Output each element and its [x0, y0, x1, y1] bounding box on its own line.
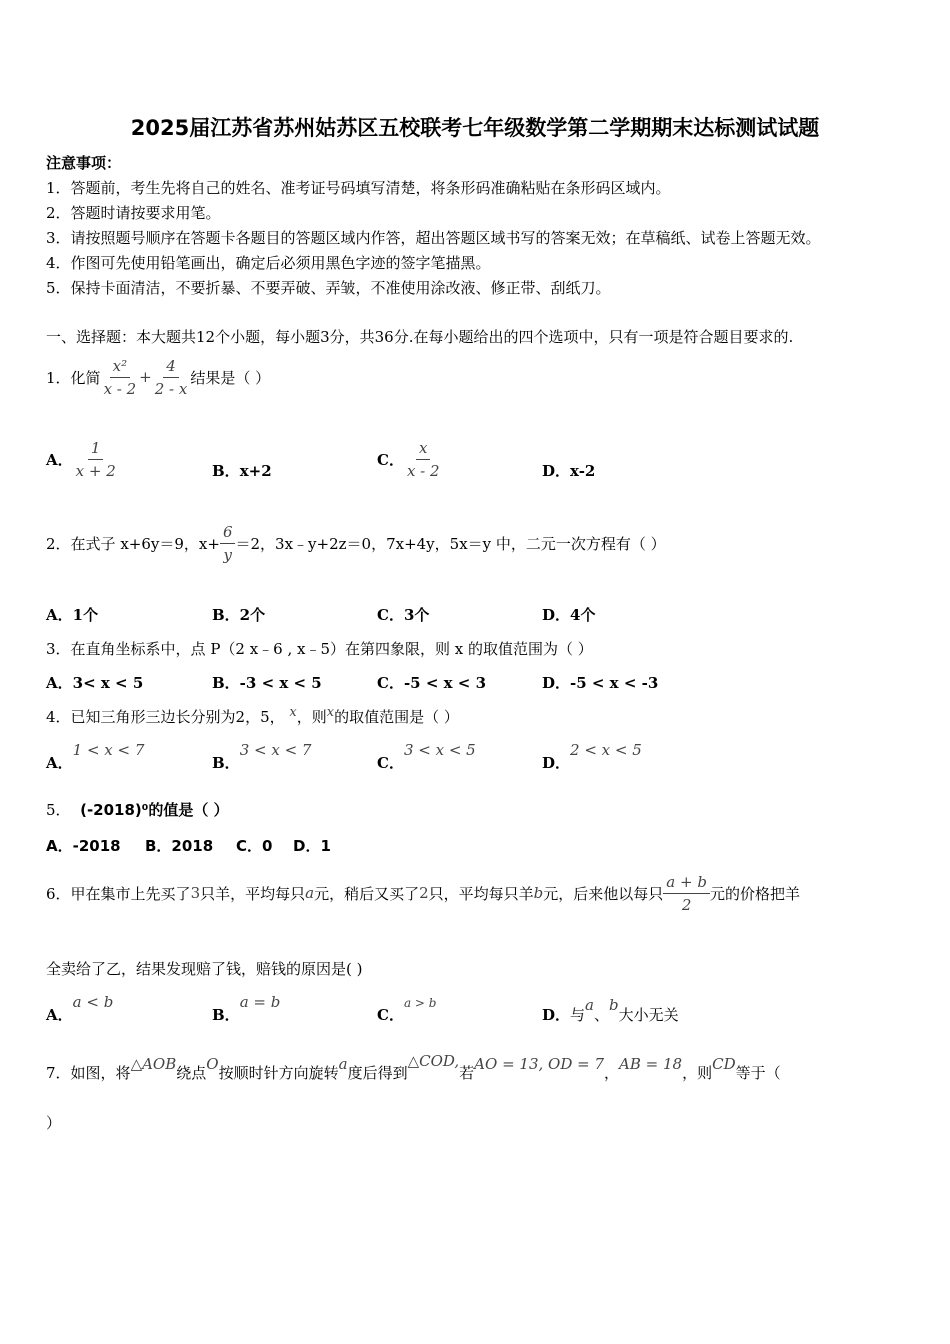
fraction-numerator: 1: [88, 439, 104, 460]
fraction: [663, 873, 710, 914]
math-variable: a: [305, 884, 315, 902]
question-text: 只羊，平均每只: [200, 884, 306, 903]
question-1: [46, 352, 270, 402]
option-c[interactable]: [377, 434, 443, 484]
question-text: 的取值范围是（ ）: [334, 708, 459, 726]
question-number: 2．: [46, 534, 71, 553]
page-title: 2025届江苏省苏州姑苏区五校联考七年级数学第二学期期末达标测试试题: [130, 116, 820, 140]
question-text: 绕点: [176, 1064, 207, 1082]
question-text: 只，平均每只羊: [428, 884, 534, 903]
question-number: 7．: [46, 1064, 71, 1082]
question-text: 如图，将: [70, 1064, 131, 1082]
question-7-line2: ）: [46, 1114, 62, 1132]
option-d[interactable]: [542, 460, 595, 481]
question-text: 甲在集市上先买了: [70, 884, 191, 903]
option-text: x+2: [239, 462, 272, 480]
fraction-numerator: 4: [163, 357, 179, 378]
option-d[interactable]: D．4个: [542, 606, 596, 624]
fraction-numerator: x: [416, 439, 430, 460]
option-label: A．: [46, 1006, 73, 1024]
option-math: a < b: [72, 993, 114, 1011]
option-b[interactable]: [212, 460, 272, 481]
option-math: 2 < x < 5: [570, 741, 642, 759]
question-text: 若: [459, 1064, 475, 1082]
question-text: ，则: [296, 708, 327, 726]
math-expression: AB = 18: [619, 1055, 683, 1073]
option-c[interactable]: C．-5 < x < 3: [377, 674, 487, 692]
option-text: x-2: [570, 462, 596, 480]
fraction: [101, 357, 140, 398]
question-4: [46, 706, 459, 727]
math-variable: x: [326, 705, 335, 720]
question-6-line2: 全卖给了乙，结果发现赔了钱，赔钱的原因是( ): [46, 960, 363, 978]
question-5: [46, 799, 229, 820]
math-variable: b: [533, 884, 544, 902]
option-d[interactable]: [542, 996, 679, 1025]
question-number: 1．: [46, 368, 71, 387]
fraction: [404, 439, 443, 480]
question-text: 等于（: [735, 1064, 781, 1082]
option-label: C．: [377, 1006, 404, 1024]
plus-sign: +: [139, 368, 152, 386]
question-number: 4．: [46, 708, 71, 726]
question-text: ＝2，3x﹣y+2z＝0，7x+4y，5x＝y 中，二元一次方程有（ ）: [235, 534, 666, 553]
option-label: A．: [46, 450, 73, 469]
option-label: B．: [212, 754, 240, 772]
fraction-denominator: 2 - x: [154, 379, 188, 398]
math-expression: △COD,: [407, 1052, 460, 1070]
option-a[interactable]: [46, 741, 145, 773]
option-a[interactable]: [46, 993, 114, 1025]
option-b[interactable]: [212, 741, 312, 773]
option-math: 3 < x < 7: [239, 741, 312, 759]
question-7: [46, 1052, 781, 1083]
fraction-denominator: x - 2: [103, 379, 137, 398]
question-text: 元，稍后又买了: [314, 884, 420, 903]
option-text: 、: [593, 1006, 609, 1024]
fraction: [73, 439, 119, 480]
fraction: [152, 357, 191, 398]
question-text: 在直角坐标系中，点 P（2 x﹣6 , x﹣5）在第四象限，则 x 的取值范围为（ ）: [70, 640, 593, 658]
option-d[interactable]: D．-5 < x < -3: [542, 674, 659, 692]
question-text: ，: [604, 1064, 620, 1082]
question-3: [46, 638, 593, 659]
question-text: 元，后来他以每只: [543, 884, 664, 903]
option-d[interactable]: D．1: [293, 837, 331, 855]
option-label: D．: [542, 462, 571, 480]
option-text: 大小无关: [618, 1006, 679, 1024]
option-math: 1 < x < 7: [72, 741, 145, 759]
notice-heading: 注意事项：: [46, 154, 122, 172]
fraction-denominator: x - 2: [406, 461, 440, 480]
option-label: D．: [542, 1006, 571, 1024]
fraction: [220, 523, 236, 564]
option-label: C．: [377, 450, 404, 469]
fraction-numerator: x²: [110, 357, 130, 378]
question-text: 化简: [70, 368, 101, 387]
fraction-denominator: x + 2: [75, 461, 116, 480]
option-a[interactable]: [46, 434, 119, 484]
math-number: 3: [190, 884, 201, 902]
option-c[interactable]: C．3个: [377, 606, 430, 624]
question-number: 3．: [46, 640, 71, 658]
notice-item: 2．答题时请按要求用笔。: [46, 204, 221, 222]
option-label: B．: [212, 462, 240, 480]
math-variable: a: [585, 996, 594, 1014]
option-c[interactable]: [377, 741, 476, 773]
option-a[interactable]: A．-2018: [46, 837, 121, 855]
option-c[interactable]: [377, 996, 437, 1025]
question-number: 5．: [46, 801, 71, 819]
question-text: 已知三角形三边长分别为2，5，: [70, 708, 285, 726]
question-text: 元的价格把羊: [709, 884, 800, 903]
notice-item: 4．作图可先使用铅笔画出，确定后必须用黑色字迹的签字笔描黑。: [46, 254, 491, 272]
math-variable: x: [289, 705, 297, 720]
question-2: [46, 518, 666, 568]
question-text: ，则: [682, 1064, 713, 1082]
option-label: C．: [377, 754, 404, 772]
option-label: A．: [46, 754, 73, 772]
notice-item: 1．答题前，考生先将自己的姓名、准考证号码填写清楚，将条形码准确粘贴在条形码区域内。: [46, 179, 671, 197]
option-c[interactable]: C．0: [236, 837, 273, 855]
option-b[interactable]: B．2018: [145, 837, 214, 855]
option-b[interactable]: [212, 993, 281, 1025]
fraction-numerator: 6: [220, 523, 236, 544]
question-text: (-2018)⁰的值是（ ）: [80, 801, 229, 819]
question-number: 6．: [46, 884, 71, 903]
option-math: a > b: [403, 996, 437, 1010]
option-b[interactable]: B．-3 < x < 5: [212, 674, 322, 692]
option-a[interactable]: A．1个: [46, 606, 99, 624]
option-label: D．: [542, 754, 571, 772]
question-text: 在式子 x+6y＝9，x+: [70, 534, 220, 553]
section-heading: 一、选择题：本大题共12个小题，每小题3分，共36分.在每小题给出的四个选项中，只有一项是符合题目要求的.: [46, 328, 794, 346]
math-variable: b: [609, 996, 619, 1014]
math-expression: CD: [712, 1055, 736, 1073]
math-expression: AO = 13, OD = 7: [474, 1055, 605, 1073]
option-b[interactable]: B．2个: [212, 606, 266, 624]
question-text: 度后得到: [347, 1064, 408, 1082]
option-math: a = b: [239, 993, 281, 1011]
fraction-numerator: a + b: [663, 873, 710, 894]
fraction-denominator: 2: [681, 895, 692, 914]
option-math: 3 < x < 5: [403, 741, 476, 759]
option-label: B．: [212, 1006, 240, 1024]
notice-item: 5．保持卡面清洁，不要折暴、不要弄破、弄皱，不准使用涂改液、修正带、刮纸刀。: [46, 279, 611, 297]
math-expression: △AOB: [130, 1055, 177, 1073]
question-text: 按顺时针方向旋转: [218, 1064, 339, 1082]
math-number: 2: [419, 884, 429, 902]
math-expression: O: [206, 1055, 219, 1073]
notice-item: 3．请按照题号顺序在答题卡各题目的答题区域内作答，超出答题区域书写的答案无效；在草稿纸、试卷上答题无效。: [46, 229, 821, 247]
option-a[interactable]: A．3< x < 5: [46, 674, 144, 692]
fraction-denominator: y: [223, 545, 232, 564]
question-6: [46, 868, 800, 918]
math-expression: a: [338, 1055, 348, 1073]
option-d[interactable]: [542, 741, 642, 773]
option-text: 与: [570, 1006, 586, 1024]
question-text: 结果是（ ）: [190, 368, 271, 387]
